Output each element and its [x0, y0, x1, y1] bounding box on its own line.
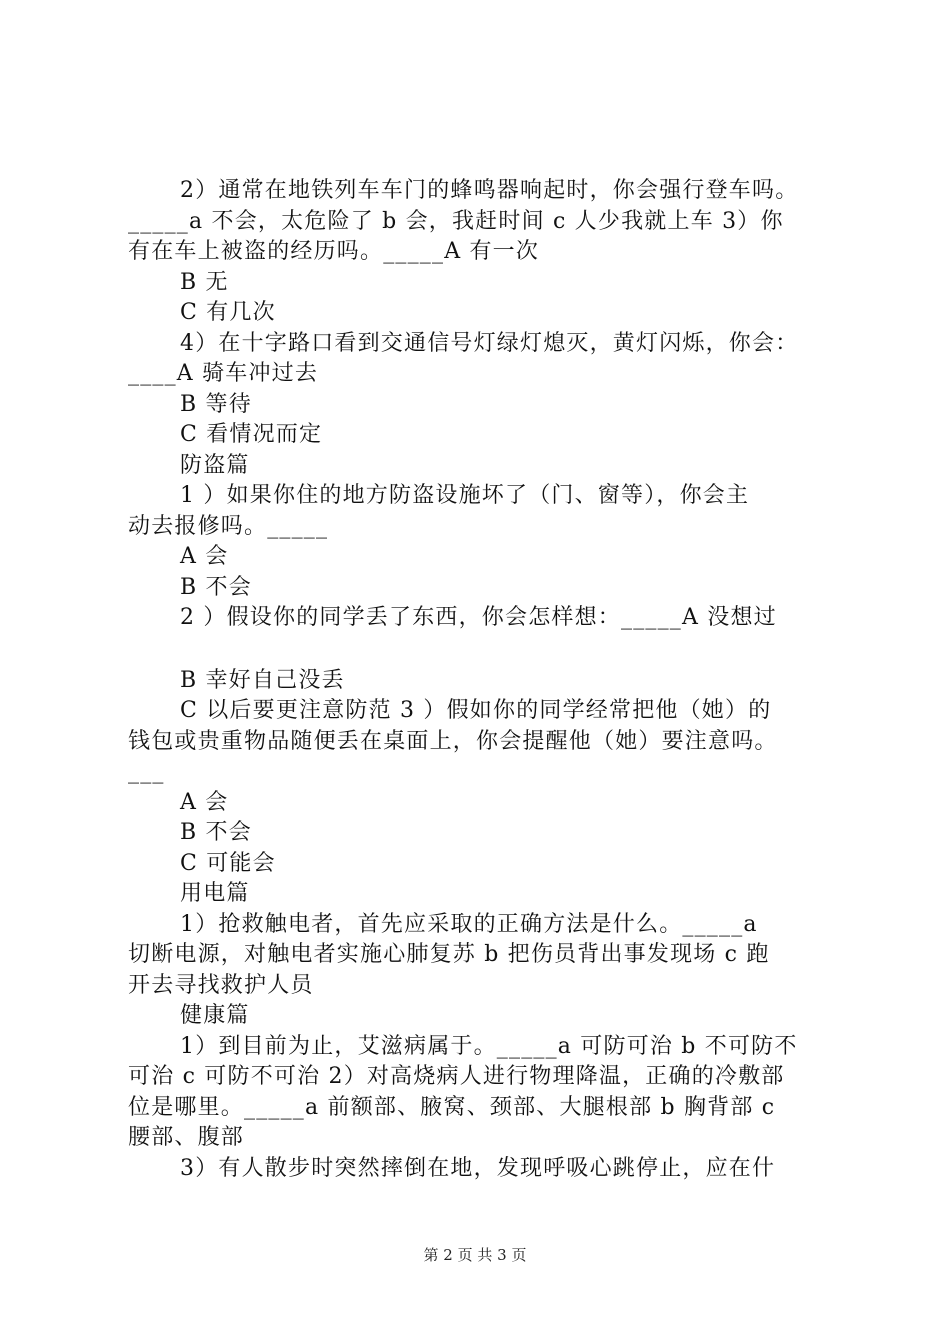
- text-line: 1）抢救触电者，首先应采取的正确方法是什么。_____a: [180, 911, 758, 937]
- section-heading: 用电篇: [180, 881, 250, 906]
- text-line: B 无: [180, 269, 229, 295]
- text-line: C 看情况而定: [180, 422, 323, 447]
- text-line: ____A 骑车冲过去: [128, 361, 319, 386]
- text-line: 3）有人散步时突然摔倒在地，发现呼吸心跳停止，应在什: [180, 1155, 776, 1181]
- text-line: A 会: [180, 789, 229, 815]
- text-line: 切断电源，对触电者实施心肺复苏 b 把伤员背出事发现场 c 跑: [128, 942, 770, 967]
- text-line: 可治 c 可防不可治 2）对高烧病人进行物理降温，正确的冷敷部: [128, 1064, 785, 1089]
- text-line: B 幸好自己没丢: [180, 667, 345, 693]
- text-line: 钱包或贵重物品随便丢在桌面上，你会提醒他（她）要注意吗。: [128, 728, 778, 754]
- text-line: 动去报修吗。_____: [128, 513, 329, 539]
- section-heading: 健康篇: [180, 1003, 250, 1028]
- text-line: 位是哪里。_____a 前额部、腋窝、颈部、大腿根部 b 胸背部 c: [128, 1094, 776, 1120]
- text-line: 1）到目前为止，艾滋病属于。_____a 可防可治 b 不可防不: [180, 1033, 798, 1059]
- text-line: B 不会: [180, 820, 252, 845]
- text-line: A 会: [180, 544, 229, 569]
- text-line: _____a 不会，太危险了 b 会，我赶时间 c 人少我就上车 3）你: [128, 208, 784, 234]
- text-line: 开去寻找救护人员: [128, 972, 314, 998]
- text-line: C 有几次: [180, 300, 276, 325]
- text-line: C 可能会: [180, 850, 276, 876]
- text-line: B 不会: [180, 574, 252, 600]
- text-line: B 等待: [180, 391, 252, 417]
- text-line: 有在车上被盗的经历吗。_____A 有一次: [128, 239, 540, 264]
- text-line: 2 ）假设你的同学丢了东西，你会怎样想：_____A 没想过: [180, 605, 777, 630]
- text-line: 2）通常在地铁列车车门的蜂鸣器响起时，你会强行登车吗。: [180, 178, 799, 203]
- text-line: 1 ）如果你住的地方防盗设施坏了（门、窗等），你会主: [180, 483, 750, 508]
- text-line: C 以后要更注意防范 3 ）假如你的同学经常把他（她）的: [180, 698, 772, 723]
- section-heading: 防盗篇: [180, 452, 250, 478]
- page-footer: 第 2 页 共 3 页: [423, 1246, 527, 1264]
- document-body: [128, 176, 833, 1184]
- text-line: 腰部、腹部: [128, 1125, 245, 1150]
- text-line: 4）在十字路口看到交通信号灯绿灯熄灭，黄灯闪烁，你会：: [180, 330, 799, 356]
- text-line: ___: [128, 759, 165, 784]
